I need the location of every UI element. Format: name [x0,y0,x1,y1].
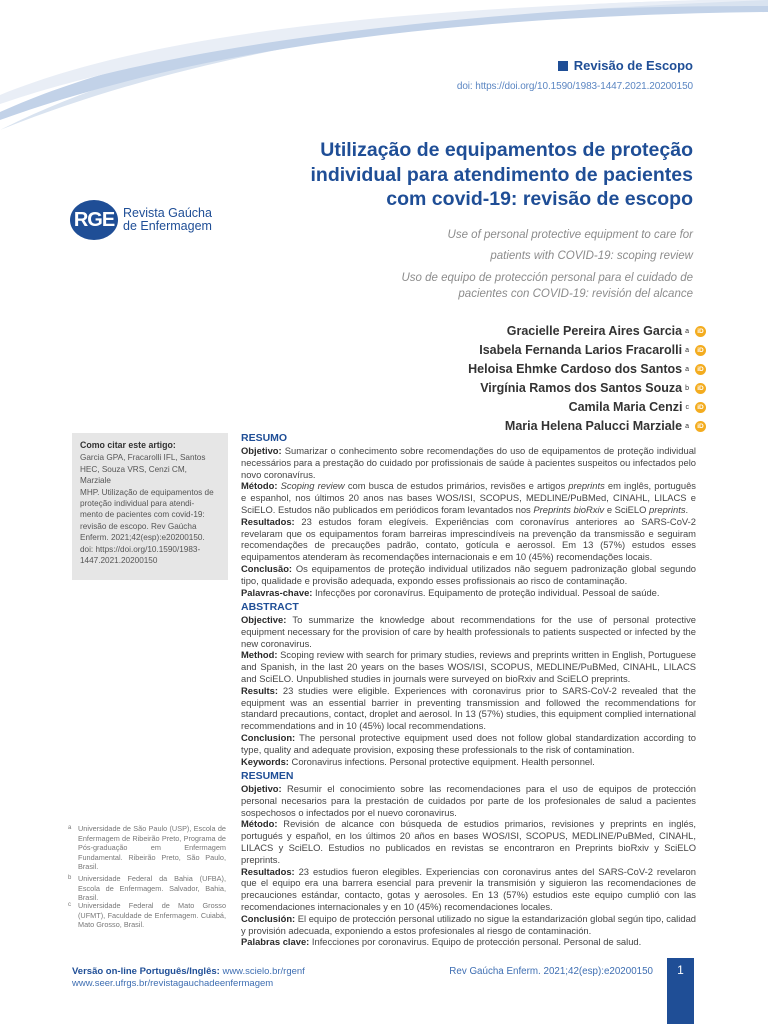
how-to-cite-box [72,433,228,580]
page-number: 1 [667,958,694,1024]
section-text: Revisão de Escopo [573,58,693,73]
text: Resumir el conocimiento sobre las recomendaciones para el uso de equipos de protección personal necesarios para la prestación de cuidados por parte de los profesionales de salud a pacientes sospechosos o infectados por el nuevo coronavirus. [241,783,696,818]
author [468,398,706,417]
label: Objetivo: [241,783,282,794]
label: Método: [241,818,278,830]
author-name: Camila Maria Cenzi [568,400,683,414]
cite-line: revisão de escopo. Rev Gaúcha [80,521,197,531]
label: Conclusión: [241,912,296,924]
title-line: com covid-19: revisão de escopo [386,188,693,210]
orcid-icon[interactable]: iD [695,345,706,356]
label: Método: [241,480,278,492]
cite-line: 1447.2021.20200150 [80,556,158,566]
affiliation-text: Universidade Federal da Bahia (UFBA), Escola de Enfermagem. Salvador, Bahia, Brasil. [78,874,226,903]
title-english [253,225,693,267]
affiliation [68,901,226,930]
logo-text [123,207,212,233]
resumo-palavras [241,587,696,599]
title-line: Uso de equipo de protección personal para el cuidado de [401,272,693,284]
title-line: individual para atendimento de pacientes [310,163,693,186]
author-affil-mark: b [685,385,689,392]
abstract-conclusion [241,732,696,756]
resumo-objetivo [241,445,696,480]
cite-line: MHP. Utilização de equipamentos de [80,487,214,497]
text: Infecções por coronavírus. Equipamento de proteção individual. Pessoal de saúde. [312,586,660,598]
doi-link[interactable]: doi: https://doi.org/10.1590/1983-1447.2021.20200150 [456,81,693,92]
cite-line: Garcia GPA, Fracarolli IFL, Santos [80,453,206,463]
author-name: Virgínia Ramos dos Santos Souza [480,381,683,395]
title-line: patients with COVID-19: scoping review [490,250,693,262]
logo-mark: RGE [70,200,118,240]
affiliation-mark: b [68,875,72,881]
text: e SciELO [604,503,650,515]
label: Results: [241,684,278,696]
resumo-resultados [241,516,696,563]
resumen-section [241,770,696,948]
author [468,322,706,341]
label: Resultados: [241,515,295,527]
title-line: Utilização de equipamentos de proteção [320,139,693,161]
author [468,341,706,360]
author-name: Isabela Fernanda Larios Fracarolli [479,343,683,357]
resumen-resultados [241,866,696,913]
orcid-icon[interactable]: iD [695,421,706,432]
title-line: Use of personal protective equipment to care for [447,229,693,241]
affiliation-mark: c [68,902,71,908]
author-name: Maria Helena Palucci Marziale [504,419,683,433]
abstract-section [241,601,696,767]
footer-links [72,966,305,990]
text: 23 studies were eligible. Experiences with coronavirus prior to SARS-CoV-2 revealed that the equipment was an essential barrier in preventing transmission and followed the recommendations for standard precautions, contact, droplet and aerosol. In 13 (57%) studies, this equipment complied international recommendations and in 10 (45%) local recommendations. [241,684,696,732]
text: Preprints bioRxiv [533,503,605,515]
cite-line: mento de pacientes com covid-19: [80,510,205,520]
resumo-metodo [241,480,696,515]
text: Infecciones por coronavirus. Equipo de protección personal. Personal de salud. [309,936,642,948]
footer-seer-link[interactable]: www.seer.ufrgs.br/revistagauchadeenfermagem [72,978,274,989]
author [468,379,706,398]
resumen-objetivo [241,783,696,818]
text: Coronavirus infections. Personal protective equipment. Health personnel. [288,755,595,767]
author-list [468,322,706,436]
abstract-heading: ABSTRACT [241,601,299,613]
abstract-method [241,649,696,684]
abstract-results [241,685,696,732]
orcid-icon[interactable]: iD [695,402,706,413]
cite-line: doi: https://doi.org/10.1590/1983- [80,544,201,554]
orcid-icon[interactable]: iD [695,364,706,375]
footer-citation: Rev Gaúcha Enferm. 2021;42(esp):e20200150 [449,966,653,977]
author-affil-mark: a [685,366,689,373]
text: Os equipamentos de proteção individual utilizados não seguem padronização global segundo tipo, qualidade e provisão adequada, expondo esses profissionais ao risco de contaminação. [241,562,696,586]
resumo-conclusao [241,563,696,587]
label: Palavras-chave: [241,586,313,598]
logo-line: de Enfermagem [123,219,212,233]
section-square-icon [558,61,568,71]
text: Scoping review [277,480,345,492]
journal-logo [70,200,212,240]
resumen-metodo [241,818,696,865]
abstract-objective [241,614,696,649]
resumen-palabras [241,936,696,948]
author-name: Gracielle Pereira Aires Garcia [506,324,683,338]
text: . [685,503,689,515]
label: Palabras clave: [241,936,310,948]
affiliation-text: Universidade Federal de Mato Grosso (UFMT), Faculdade de Enfermagem. Cuiabá, Mato Grosso, Brasil. [78,901,226,930]
text: preprints [568,480,605,492]
cite-heading: Como citar este artigo: [80,440,176,450]
title-line: pacientes con COVID-19: revisión del alcance [458,288,693,300]
author-name: Heloisa Ehmke Cardoso dos Santos [468,362,683,376]
affiliation [68,874,226,903]
author-affil-mark: a [685,423,689,430]
affiliation [68,824,226,872]
author [468,360,706,379]
label: Conclusion: [241,731,296,743]
label: Method: [241,649,278,661]
author-affil-mark: c [685,404,689,411]
title-spanish [253,270,693,302]
affiliation-mark: a [68,825,72,831]
text: El equipo de protección personal utilizado no sigue la estandarización global según tipo, calidad y provisión adecuada, exponiendo a estos profesionales al riesgo de contaminación. [241,912,696,936]
resumen-conclusion [241,913,696,937]
text: com busca de estudos primários, revisões e artigos [344,480,569,492]
footer-online-line [72,966,305,978]
label: Conclusão: [241,562,293,574]
orcid-icon[interactable]: iD [695,326,706,337]
orcid-icon[interactable]: iD [695,383,706,394]
text: 23 estudios fueron elegibles. Experiencias con coronavirus antes del SARS-CoV-2 revelaron que el equipo era una barrera esencial para prevenir la transmisión y siguieron las recomendaciones de precauciones estándar, contacto, gotas y aerosoles. En 13 (57%) estudios este equipo cumplió con las recomendaciones internacionales y en 10 (45%) recomendaciones locales. [241,865,696,912]
text: em inglês, português e espanhol, nos últimos 20 anos nas bases WOS/ISI, SCOPUS, MEDLINE/PuBMed, CINAHL, LILACS e SciELO. Estudos não publicados em periódicos foram levantados nos [241,480,696,515]
text: preprints [649,503,686,515]
cite-line: proteção individual para atendi- [80,499,195,509]
cite-line: Enferm. 2021;42(esp):e20200150. [80,533,205,543]
text: The personal protective equipment used does not follow global standardization according to type, quality and adequate provision, exposing these professionals to the risk of contamination. [241,731,696,755]
resumen-heading: RESUMEN [241,770,294,782]
text: Revisión de alcance con búsqueda de estudios primarios, revisiones y preprints en inglés, portugués y español, en los últimos 20 años en bases WOS/ISI, SCOPUS, MEDLINE/PuBMed, CINAHL, LILACS y SciELO. Estudios no publicados en revistas se encontraron en Preprints bioRxiv y SciELO preprints. [241,818,696,865]
logo-line: Revista Gaúcha [123,206,212,220]
text: Sumarizar o conhecimento sobre recomendações do uso de equipamentos de proteção individual necessários para a prestação do cuidado por profissionais de saúde à pacientes suspeitos ou infectados pelo novo coronavírus. [241,445,696,480]
footer-scielo-link[interactable]: www.scielo.br/rgenf [219,966,305,977]
author-affil-mark: a [685,328,689,335]
text: To summarize the knowledge about recommendations for the use of personal protective equipment necessary for the provision of care by health professionals to patients suspected or infected by the new coronavirus. [241,614,696,649]
section-label [558,58,693,73]
abstract-keywords [241,756,696,768]
label: Objective: [241,614,287,625]
text: 23 estudos foram elegíveis. Experiências com coronavírus anteriores ao SARS-CoV-2 revelaram que os equipamentos foram barreiras imprescindíveis na prevenção da transmissão e seguiram recomendações de precauções padrão, contato, gotícula e aerossol. Em 13 (57%) estudos esses equipamentos atenderam às recomendações internacionais e em 10 (45%) recomendações locais. [241,515,696,563]
affiliation-text: Universidade de São Paulo (USP), Escola de Enfermagem de Ribeirão Preto, Programa de Pós-graduação em Enfermagem Fundamental. Ribeirão Preto, São Paulo, Brasil. [78,824,226,872]
cite-line: HEC, Souza VRS, Cenzi CM, Marziale [80,464,187,486]
title-portuguese [253,138,693,212]
resumo-section [241,432,696,598]
text: Scoping review with search for primary studies, reviews and preprints written in English, Portuguese and Spanish, in the last 20 years on the bases WOS/ISI, SCOPUS, MEDLINE/PuBMed, CINAHL, LILACS and SciELO. Unpublished studies in journals were surveyed on bioRxiv and SciELO preprints. [241,649,696,684]
label: Objetivo: [241,445,282,456]
label: Resultados: [241,865,295,877]
author-affil-mark: a [685,347,689,354]
footer-online-label: Versão on-line Português/Inglês: [72,966,220,977]
resumo-heading: RESUMO [241,432,288,444]
label: Keywords: [241,755,289,767]
